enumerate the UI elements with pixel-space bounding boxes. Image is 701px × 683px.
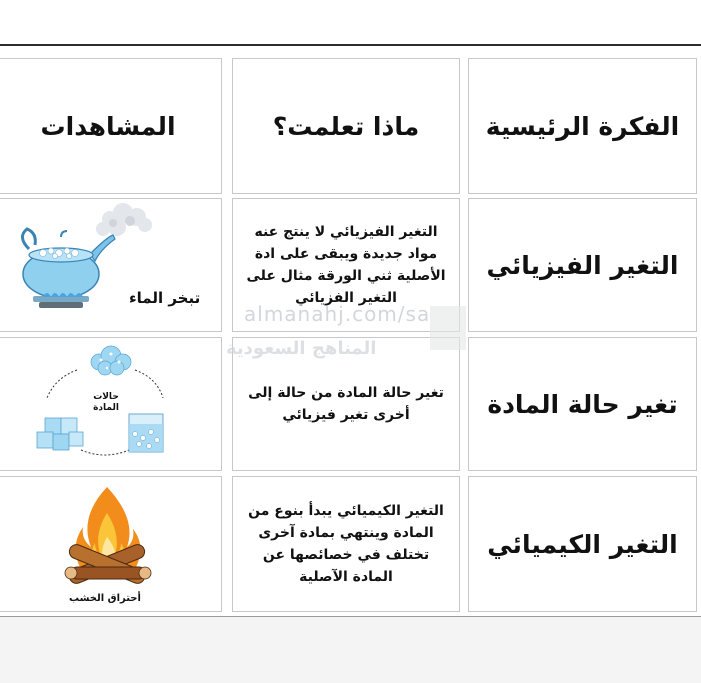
row-1-learned-text: التغير الفيزيائي لا ينتج عنه مواد جديدة ويبقى على ادة الأصلية ثني الورقة مثال على التغير الفزيائي [246,224,446,306]
row-2-observation [0,337,222,471]
row-2-learned-text: تغير حالة المادة من حالة إلى أخرى تغير فيزيائي [248,385,444,423]
row-1-idea-text: التغير الفيزيائي [486,250,679,280]
row-2-idea-text: تغير حالة المادة [487,389,678,419]
row-3-learned [232,476,460,612]
bottom-divider [0,616,701,617]
top-strip [0,0,701,44]
header-what-learned [232,58,460,194]
header-observations-text: المشاهدات [40,111,176,141]
header-what-learned-text: ماذا تعلمت؟ [272,111,420,141]
row-2-caption: حالات المادة [93,392,119,413]
row-3-caption: أحتراق الخشب [69,593,141,604]
header-main-idea [468,58,697,194]
watermark-url: almanahj.com/sa [244,302,431,326]
row-2-image-area [0,338,223,472]
row-1-idea [468,198,697,332]
boiling-kettle-icon [0,199,223,333]
watermark-logo [430,306,466,350]
row-3-learned-text: التغير الكيميائي يبدأ بنوع من المادة وينتهي بمادة آخرى تختلف في خصائصها عن المادة الآصلية [248,503,444,585]
row-1-image-area [0,199,223,333]
row-3-observation [0,476,222,612]
header-observations [0,58,222,194]
watermark-name: المناهج السعودية [226,338,377,359]
header-main-idea-text: الفكرة الرئيسية [485,111,680,141]
row-1-observation [0,198,222,332]
row-2-idea [468,337,697,471]
row-1-caption: تبخر الماء [129,289,201,307]
row-3-idea-text: التغير الكيميائي [487,529,678,559]
row-3-idea [468,476,697,612]
row-3-image-area [0,477,223,613]
